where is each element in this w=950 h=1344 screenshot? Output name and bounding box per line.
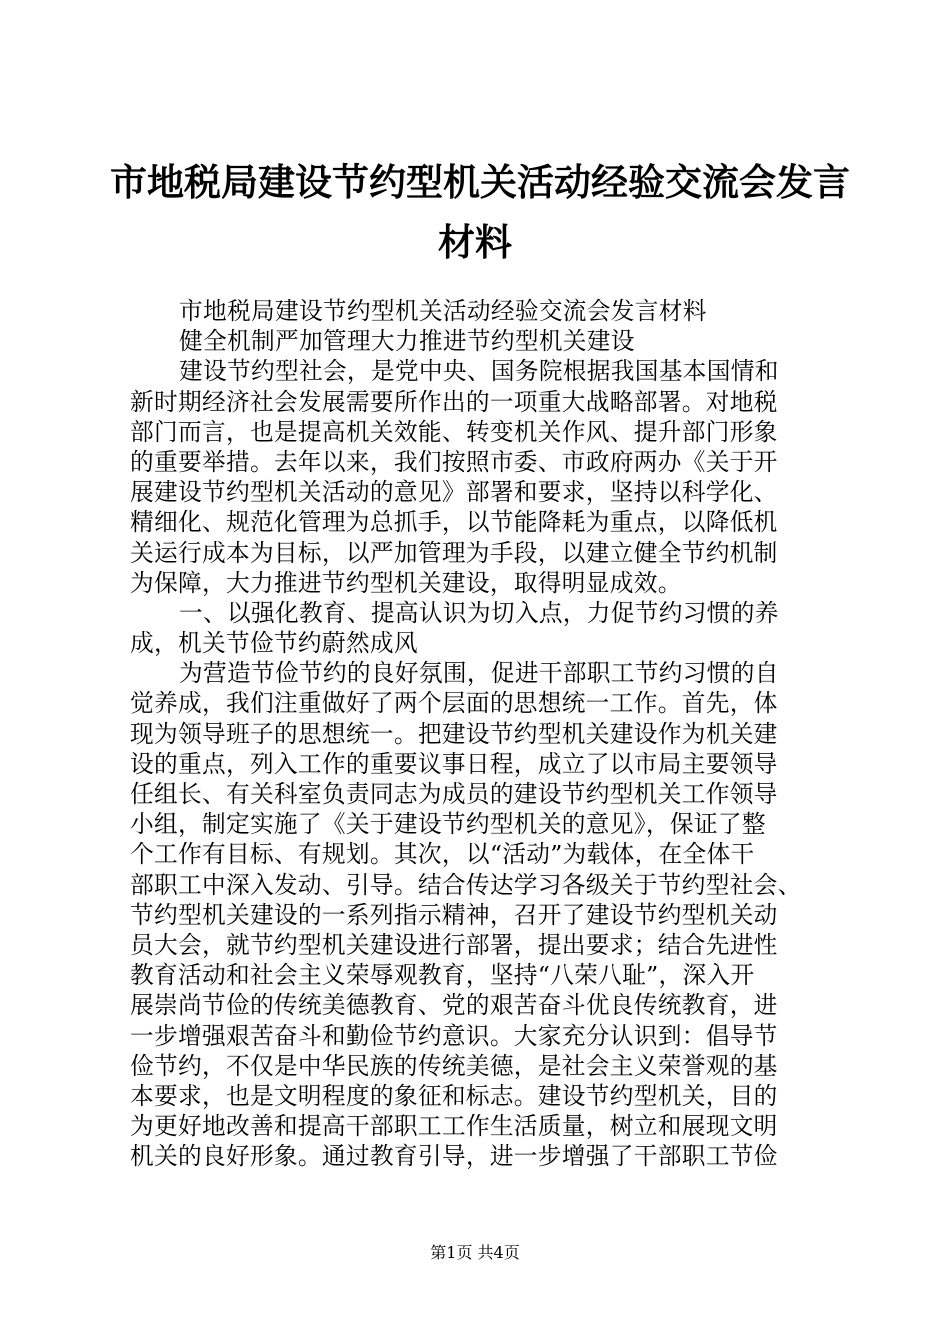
- body-line: 为保障，大力推进节约型机关建设，取得明显成效。: [130, 568, 682, 597]
- body-line: 成，机关节俭节约蔚然成风: [130, 629, 418, 658]
- body-line: 健全机制严加管理大力推进节约型机关建设: [179, 327, 635, 356]
- document-title-line-2: 材料: [438, 220, 512, 264]
- page-footer: 第1页 共4页: [430, 1243, 520, 1262]
- body-line: 现为领导班子的思想统一。把建设节约型机关建设作为机关建: [130, 719, 778, 748]
- body-line: 建设节约型社会，是党中央、国务院根据我国基本国情和: [179, 357, 779, 386]
- body-line: 部职工中深入发动、引导。结合传达学习各级关于节约型社会、: [130, 870, 802, 899]
- body-line: 教育活动和社会主义荣辱观教育，坚持“八荣八耻”，深入开: [130, 961, 755, 990]
- body-line: 市地税局建设节约型机关活动经验交流会发言材料: [179, 297, 707, 325]
- body-line: 机关的良好形象。通过教育引导，进一步增强了干部职工节俭: [130, 1142, 778, 1171]
- document-body: [130, 296, 830, 1171]
- body-line: 为更好地改善和提高干部职工工作生活质量，树立和展现文明: [130, 1112, 778, 1141]
- body-line: 设的重点，列入工作的重要议事日程，成立了以市局主要领导: [130, 749, 778, 778]
- body-line: 展建设节约型机关活动的意见》部署和要求，坚持以科学化、: [130, 478, 778, 507]
- body-line: 本要求，也是文明程度的象征和标志。建设节约型机关，目的: [130, 1081, 778, 1110]
- body-line: 小组，制定实施了《关于建设节约型机关的意见》，保证了整: [130, 810, 766, 839]
- body-line: 部门而言，也是提高机关效能、转变机关作风、提升部门形象: [130, 417, 778, 446]
- body-line: 俭节约，不仅是中华民族的传统美德，是社会主义荣誉观的基: [130, 1051, 778, 1080]
- body-line: 个工作有目标、有规划。其次，以“活动”为载体，在全体干: [130, 840, 755, 869]
- body-line: 一、以强化教育、提高认识为切入点，力促节约习惯的养: [179, 598, 779, 627]
- body-line: 节约型机关建设的一系列指示精神，召开了建设节约型机关动: [130, 900, 778, 929]
- body-line: 关运行成本为目标，以严加管理为手段，以建立健全节约机制: [130, 538, 778, 567]
- body-line: 为营造节俭节约的良好氛围，促进干部职工节约习惯的自: [179, 659, 779, 688]
- body-line: 新时期经济社会发展需要所作出的一项重大战略部署。对地税: [130, 387, 778, 416]
- body-line: 展崇尚节俭的传统美德教育、党的艰苦奋斗优良传统教育，进: [130, 991, 778, 1020]
- body-line: 的重要举措。去年以来，我们按照市委、市政府两办《关于开: [130, 447, 778, 476]
- body-line: 精细化、规范化管理为总抓手，以节能降耗为重点，以降低机: [130, 508, 778, 537]
- body-line: 一步增强艰苦奋斗和勤俭节约意识。大家充分认识到：倡导节: [130, 1021, 778, 1050]
- body-line: 任组长、有关科室负责同志为成员的建设节约型机关工作领导: [130, 780, 778, 808]
- body-line: 员大会，就节约型机关建设进行部署，提出要求；结合先进性: [130, 930, 778, 959]
- body-line: 觉养成，我们注重做好了两个层面的思想统一工作。首先，体: [130, 689, 778, 718]
- document-title-line-1: 市地税局建设节约型机关活动经验交流会发言: [110, 160, 850, 204]
